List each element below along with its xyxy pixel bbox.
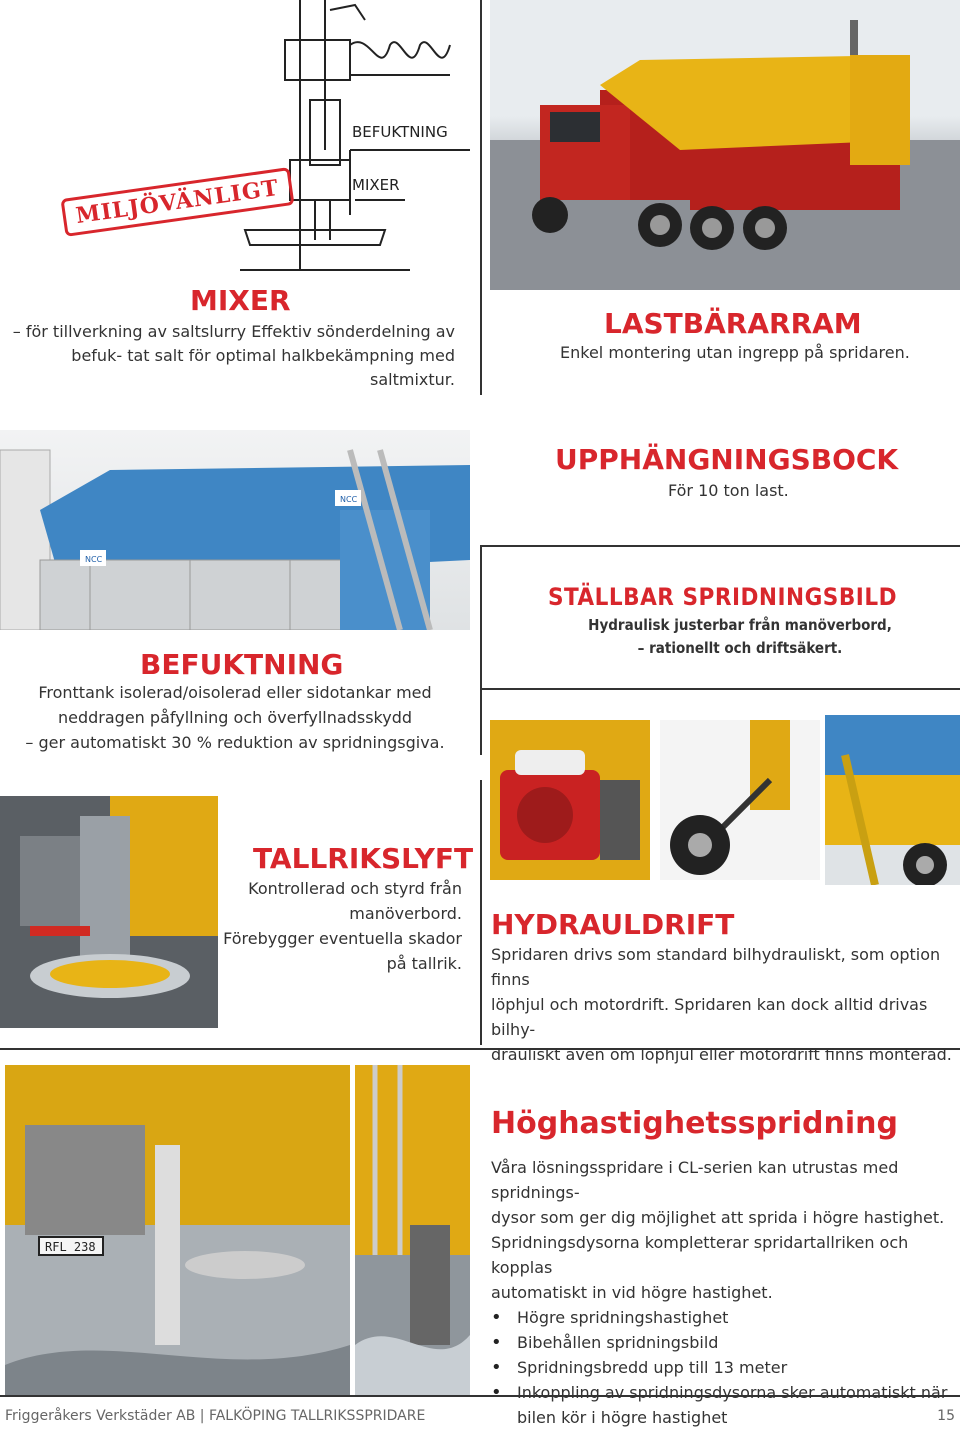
hydrauldrift-line-1: Spridaren drivs som standard bilhydrauliskt, som option finns — [491, 945, 941, 989]
stallbar-line-1: Hydraulisk justerbar från manöverbord, — [588, 616, 892, 634]
divider-horizontal-2 — [480, 688, 960, 690]
hydrauldrift-body — [491, 942, 956, 1067]
befuktning-line-1: Fronttank isolerad/oisolerad eller sidotankar med — [38, 683, 432, 702]
tallrikslyft-line-3: Förebygger eventuella skador — [223, 929, 462, 948]
stallbar-body — [560, 614, 920, 660]
footer-left: Friggeråkers Verkstäder AB | FALKÖPING TALLRIKSSPRIDARE — [5, 1408, 426, 1424]
tallrikslyft-line-2: manöverbord. — [349, 904, 462, 923]
hogh-line-2: dysor som ger dig möjlighet att sprida i högre hastighet. — [491, 1208, 945, 1227]
hydrauldrift-line-3: drauliskt även om löphjul eller motordrift finns monterad. — [491, 1045, 952, 1064]
divider-vertical-top — [480, 0, 482, 395]
lastbararram-body: Enkel montering utan ingrepp på spridaren. — [560, 343, 910, 362]
hydrauldrift-line-2: löphjul och motordrift. Spridaren kan dock alltid drivas bilhy- — [491, 995, 928, 1039]
divider-horizontal-1 — [480, 545, 960, 547]
hogh-line-1: Våra lösningsspridare i CL-serien kan utrustas med spridnings- — [491, 1158, 899, 1202]
tallrikslyft-line-4: på tallrik. — [386, 954, 462, 973]
hydrauldrift-title: HYDRAULDRIFT — [491, 908, 735, 941]
hogh-bullet: • Högre spridningshastighet — [491, 1305, 956, 1330]
photo-motor — [490, 720, 650, 880]
befuktning-title: BEFUKTNING — [140, 648, 344, 681]
befuktning-line-3: – ger automatiskt 30 % reduktion av spridningsgiva. — [25, 733, 445, 752]
mixer-title: MIXER — [190, 284, 291, 317]
hogh-bullet: • Bibehållen spridningsbild — [491, 1330, 956, 1355]
mixer-body: – för tillverkning av saltslurry Effektiv sönderdelning av befuk- tat salt för optimal halkbekämpning med saltmixtur. — [12, 322, 455, 389]
photo-wheel — [660, 720, 820, 880]
photo-rear-spreader — [5, 1065, 350, 1395]
befuktning-line-2: neddragen påfyllning och överfyllnadsskydd — [58, 708, 412, 727]
hogh-bullet: • Inkoppling av spridningsdysorna sker automatiskt när bilen kör i högre hastighet — [491, 1380, 956, 1430]
tallrikslyft-body — [222, 876, 462, 976]
footer-page-number: 15 — [937, 1408, 955, 1424]
photo-blue-truck-befuktning — [0, 430, 470, 630]
ncc-logo-text-2: NCC — [340, 495, 358, 504]
stallbar-title: STÄLLBAR SPRIDNINGSBILD — [548, 583, 898, 611]
hogh-bullet: • Spridningsbredd upp till 13 meter — [491, 1355, 956, 1380]
stallbar-line-2: – rationellt och driftsäkert. — [637, 639, 843, 657]
hogh-body — [491, 1155, 956, 1430]
divider-vertical-mid — [480, 545, 482, 755]
upphangningsbock-body: För 10 ton last. — [668, 481, 789, 500]
ncc-logo-text-1: NCC — [85, 555, 103, 564]
befuktning-body — [20, 680, 450, 755]
photo-truck-lastbararram — [490, 0, 960, 290]
divider-vertical-lower — [480, 780, 482, 1045]
lastbararram-title: LASTBÄRARRAM — [604, 307, 862, 340]
hogh-line-4: automatiskt in vid högre hastighet. — [491, 1283, 773, 1302]
upphangningsbock-title: UPPHÄNGNINGSBOCK — [555, 443, 899, 476]
license-plate-text: RFL 238 — [45, 1240, 96, 1254]
tallrikslyft-title: TALLRIKSLYFT — [253, 842, 474, 875]
diagram-label-mixer: MIXER — [352, 176, 400, 194]
photo-tallrikslyft — [0, 796, 218, 1028]
tallrikslyft-line-1: Kontrollerad och styrd från — [248, 879, 462, 898]
hogh-title: Höghastighetsspridning — [491, 1106, 899, 1141]
photo-spray-side — [355, 1065, 470, 1395]
diagram-label-befuktning: BEFUKTNING — [352, 123, 448, 141]
stamp-text: MILJÖVÄNLIGT — [74, 174, 281, 230]
hogh-bullet-list — [491, 1305, 956, 1430]
photo-spreader-side — [825, 715, 960, 885]
hogh-line-3: Spridningsdysorna kompletterar spridartallriken och kopplas — [491, 1233, 909, 1277]
